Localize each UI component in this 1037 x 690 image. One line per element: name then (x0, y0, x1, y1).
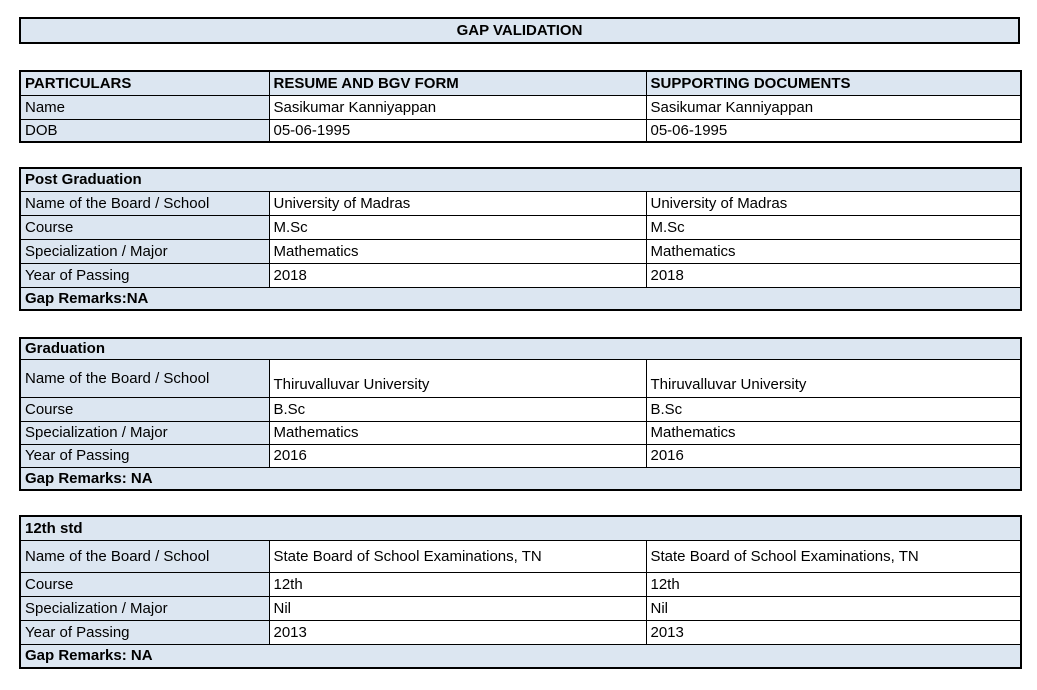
supporting-value: B.Sc (646, 397, 1021, 421)
resume-value: 2013 (269, 620, 646, 644)
row-label: Name of the Board / School (20, 191, 269, 215)
supporting-value: University of Madras (646, 191, 1021, 215)
supporting-value: Thiruvalluvar University (646, 359, 1021, 397)
gap-remarks-row (20, 644, 1021, 668)
table-row-specialization (20, 421, 1021, 444)
row-label: Year of Passing (20, 620, 269, 644)
resume-value: State Board of School Examinations, TN (269, 540, 646, 572)
row-label: Name (20, 95, 269, 119)
supporting-value: 12th (646, 572, 1021, 596)
table-row-dob (20, 119, 1021, 142)
resume-value: 12th (269, 572, 646, 596)
resume-value: Nil (269, 596, 646, 620)
column-header-resume-bgv: RESUME AND BGV FORM (269, 71, 646, 95)
column-header-particulars: PARTICULARS (20, 71, 269, 95)
row-label: Specialization / Major (20, 239, 269, 263)
page-title: GAP VALIDATION (456, 22, 583, 39)
page-title-bar (19, 17, 1020, 44)
section-header-row (20, 168, 1021, 191)
row-label: Year of Passing (20, 444, 269, 467)
supporting-value: Mathematics (646, 421, 1021, 444)
table-row-board-school (20, 540, 1021, 572)
resume-value: Mathematics (269, 239, 646, 263)
gap-remarks-row (20, 287, 1021, 310)
supporting-value: State Board of School Examinations, TN (646, 540, 1021, 572)
row-label: Course (20, 215, 269, 239)
table-row-name (20, 95, 1021, 119)
supporting-value: 2016 (646, 444, 1021, 467)
row-label: Specialization / Major (20, 421, 269, 444)
table-row-specialization (20, 596, 1021, 620)
row-label: Year of Passing (20, 263, 269, 287)
row-label: Specialization / Major (20, 596, 269, 620)
resume-value: 2016 (269, 444, 646, 467)
resume-value: Sasikumar Kanniyappan (269, 95, 646, 119)
table-row-course (20, 397, 1021, 421)
supporting-value: M.Sc (646, 215, 1021, 239)
resume-value: Mathematics (269, 421, 646, 444)
table-row-board-school (20, 191, 1021, 215)
table-row-year-of-passing (20, 444, 1021, 467)
resume-value: 05-06-1995 (269, 119, 646, 142)
resume-value: Thiruvalluvar University (269, 359, 646, 397)
row-label: DOB (20, 119, 269, 142)
supporting-value: 05-06-1995 (646, 119, 1021, 142)
row-label: Name of the Board / School (20, 359, 269, 397)
supporting-value: 2013 (646, 620, 1021, 644)
section-table-12th-std (19, 515, 1022, 669)
table-row-board-school (20, 359, 1021, 397)
column-header-supporting-docs: SUPPORTING DOCUMENTS (646, 71, 1021, 95)
section-title: 12th std (20, 516, 1021, 540)
supporting-value: Nil (646, 596, 1021, 620)
section-table-graduation (19, 337, 1022, 491)
row-label: Name of the Board / School (20, 540, 269, 572)
table-row-year-of-passing (20, 620, 1021, 644)
table-row-course (20, 215, 1021, 239)
gap-remarks: Gap Remarks: NA (20, 467, 1021, 490)
section-header-row (20, 338, 1021, 359)
gap-remarks: Gap Remarks:NA (20, 287, 1021, 310)
particulars-header-row (20, 71, 1021, 95)
particulars-table (19, 70, 1022, 143)
supporting-value: Mathematics (646, 239, 1021, 263)
section-table-post-graduation (19, 167, 1022, 311)
resume-value: University of Madras (269, 191, 646, 215)
supporting-value: 2018 (646, 263, 1021, 287)
table-row-course (20, 572, 1021, 596)
section-header-row (20, 516, 1021, 540)
gap-remarks: Gap Remarks: NA (20, 644, 1021, 668)
gap-remarks-row (20, 467, 1021, 490)
row-label: Course (20, 397, 269, 421)
resume-value: M.Sc (269, 215, 646, 239)
table-row-specialization (20, 239, 1021, 263)
table-row-year-of-passing (20, 263, 1021, 287)
resume-value: 2018 (269, 263, 646, 287)
row-label: Course (20, 572, 269, 596)
section-title: Graduation (20, 338, 1021, 359)
supporting-value: Sasikumar Kanniyappan (646, 95, 1021, 119)
resume-value: B.Sc (269, 397, 646, 421)
section-title: Post Graduation (20, 168, 1021, 191)
